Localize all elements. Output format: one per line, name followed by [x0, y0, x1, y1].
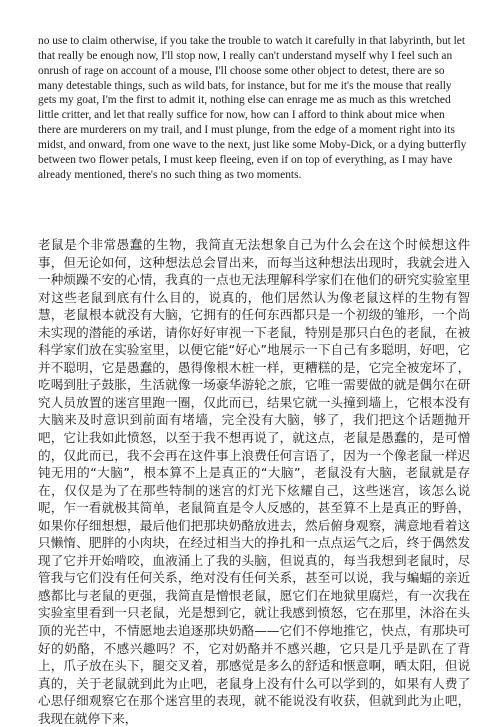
chinese-paragraph: 老鼠是个非常愚蠢的生物，我简直无法想象自己为什么会在这个时候想这件事，但无论如何，这种想法总会冒出来，而每当这种想法出现时，我就会进入一种烦躁不安的心情，我真的一点也无法理解科学家们在他们的研究实验室里对这些老鼠到底有什么目的，说真的，他们居然认为像老鼠这样的生物有智慧，老鼠根本就没有大脑，它拥有的任何东西都只是一个初级的雏形，一个尚未实现的潜能的承诺，请你好好审视一下老鼠，特别是那只白色的老鼠，在被科学家们放在实验室里，以便它能“好心”地展示一下自己有多聪明，好吧，它并不聪明，它是愚蠢的，愚得像根木桩一样，更糟糕的是，它完全被宠坏了，吃喝到肚子鼓胀，生活就像一场豪华游轮之旅，它唯一需要做的就是偶尔在研究人员放置的迷宫里跑一圈，仅此而已，结果它就一头撞到墙上，它根本没有大脑来及时意识到前面有堵墙，完全没有大脑，够了，我们把这个话题抛开吧，它让我如此愤怒，以至于我不想再说了，就这点，老鼠是愚蠢的，是可憎的，仅此而已，我不会再在这件事上浪费任何言语了，因为一个像老鼠一样迟钝无用的“大脑”，根本算不上是真正的“大脑”，老鼠没有大脑，老鼠就是存在，仅仅是为了在那些特制的迷宫的灯光下炫耀自己，这些迷宫，该怎么说呢，乍一看就极其简单，老鼠简直是令人反感的，甚至算不上是真正的野兽，如果你仔细想想，最后他们把那块奶酪放进去，然后俯身观察，满意地看着这只懒惰、肥胖的小肉块，在经过相当大的挣扎和一点点运气之后，终于偶然发现了它并开始啃咬，血液涌上了我的头脑，但说真的，每当我想到老鼠时，尽管我与它们没有任何关系，绝对没有任何关系，甚至可以说，我与蝙蝠的亲近感都比与老鼠的更强，我简直是憎恨老鼠，愿它们在地狱里腐烂，有一次我在实验室里看到一只老鼠，光是想到它，就让我感到愤怒，它在那里，沐浴在头顶的光芒中，不情愿地去追逐那块奶酪——它们不停地推它，快点，有那块可好的奶酪，不感兴趣吗？不，它对奶酪并不感兴趣，它只是几乎是趴在了背上，爪子放在头下，腿交叉着，那感觉是多么的舒适和惬意啊，晒太阳，但说真的，关于老鼠就到此为止吧，老鼠身上没有什么可以学到的，如果有人费了心思仔细观察它在那个迷宫里的表现，就不能说没有收获，但就到此为止吧，我现在就停下来，: [38, 237, 470, 726]
english-paragraph: no use to claim otherwise, if you take the trouble to watch it carefully in that labyrinth, but let that really be enough now, I'll stop now, I really can't understand myself why I feel such an onrush of rage on account of a mouse, I'll choose some other object to detest, there are so many detestable things, such as wild bats, for instance, but for me it's the mouse that really gets my goat, I'm the first to admit it, nothing else can enrage me as much as this wretched little critter, and let that really suffice for now, how can I afford to think about mice when there are murderers on my trail, and I must plunge, from the edge of a moment right into its midst, and onward, from one wave to the next, just like some Moby-Dick, or a dying butterfly between two flower petals, I must keep fleeing, even if on top of everything, as I may have already mentioned, there's no such thing as two moments.: [38, 35, 467, 181]
